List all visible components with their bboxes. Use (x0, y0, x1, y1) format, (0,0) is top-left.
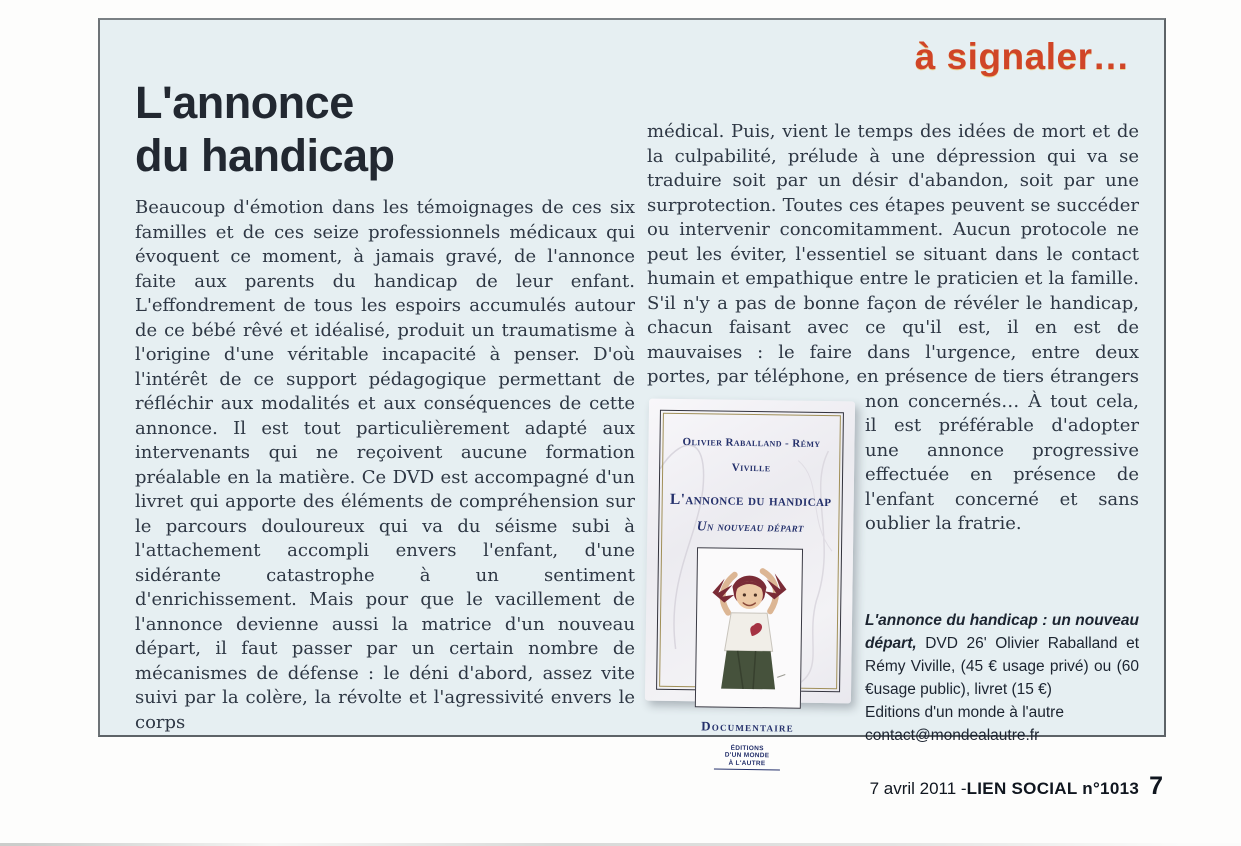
article-title-line1: L'annonce (135, 77, 354, 128)
dvd-cover-photo (645, 398, 855, 767)
dvd-cover (647, 400, 853, 767)
footer-page-number: 7 (1149, 772, 1163, 800)
footer-journal-name: LIEN SOCIAL n°1013 (966, 779, 1140, 798)
caption-details: DVD 26' Olivier Raballand et Rémy Viville, (45 € usage privé) ou (60 €usage public), livret (15 €) (865, 634, 1139, 698)
article-panel (98, 18, 1166, 767)
publisher-line2: D'UN MONDE (724, 751, 770, 759)
article-column-left (135, 196, 635, 735)
dvd-caption (865, 609, 1139, 747)
cover-genre: Documentaire (701, 717, 794, 735)
article-title-line2: du handicap (135, 130, 395, 181)
article-text-right-after: cela, il est préférable d'adopter une annonce progressive effectuée en présence de l'enfant concerné et sans oublier la fratrie. (865, 390, 1139, 534)
cover-illustration-frame (695, 547, 803, 708)
footer-date: 7 avril 2011 - (869, 779, 967, 798)
publisher-line1: ÉDITIONS (730, 743, 764, 752)
contact-email-link[interactable]: contact@mondealautre.fr (865, 726, 1040, 744)
publisher-logo (714, 744, 780, 770)
publisher-line3: À L'AUTRE (728, 758, 766, 767)
cover-title: L'annonce du handicap (669, 490, 832, 510)
article-text-right-before: médical. Puis, vient le temps des idées de mort et de la culpabilité, prélude à une dépression qui va se traduire soit par un désir d'abandon, soit par une surprotection. Toutes ces étapes peuvent se succéder ou intervenir concomitamment. Aucun protocole ne peut les éviter, l'essentiel se situant dans le contact humain et empathique entre le praticien et la famille. S'il n'y a pas de bonne façon de révéler le handicap, chacun faisant avec ce qu'il est, il en est de mauvaises : le faire dans l'urgence, entre deux portes, par téléphone, en présence de tiers étrangers non concernés… À tout (647, 121, 1139, 412)
article-text-left: Beaucoup d'émotion dans les témoignages de ces six familles et de ces seize professionnels médicaux qui évoquent ce moment, à jamais gravé, de l'annonce faite aux parents du handicap de leur enfant. L'effondrement de tous les espoirs accumulés autour de ce bébé rêvé et idéalisé, produit un traumatisme à l'origine d'une véritable incapacité à penser. D'où l'intérêt de ce support pédagogique permettant de réfléchir aux modalités et aux conséquences de cette annonce. Il est tout particulièrement adapté aux intervenants qui ne reçoivent aucune formation préalable en la matière. Ce DVD est accompagné d'un livret qui apporte des éléments de compréhension sur le parcours douloureux qui va du séisme subi à l'attachement accompli envers l'enfant, d'une sidérante catastrophe à un sentiment d'enrichissement. Mais pour que le vacillement de l'annonce devienne aussi la matrice d'un nouveau départ, il faut passer par un certain nombre de mécanismes de défense : le déni d'abord, assez vite suivi par la colère, la révolte et l'agressivité envers le corps (135, 197, 635, 733)
article-title (135, 76, 395, 182)
cover-content (659, 412, 841, 767)
caption-title: L'annonce du handicap : un nouveau départ, (865, 611, 1139, 652)
article-column-right (647, 120, 1139, 767)
girl-with-pigtails-illustration (697, 548, 801, 705)
cover-authors: Olivier Raballand - Rémy Viville (682, 435, 821, 474)
page-footer (870, 772, 1163, 801)
caption-publisher: Editions d'un monde à l'autre (865, 703, 1064, 721)
cover-subtitle: Un nouveau départ (696, 517, 804, 534)
cover-border (656, 409, 844, 767)
section-label: à signaler… (914, 36, 1130, 77)
